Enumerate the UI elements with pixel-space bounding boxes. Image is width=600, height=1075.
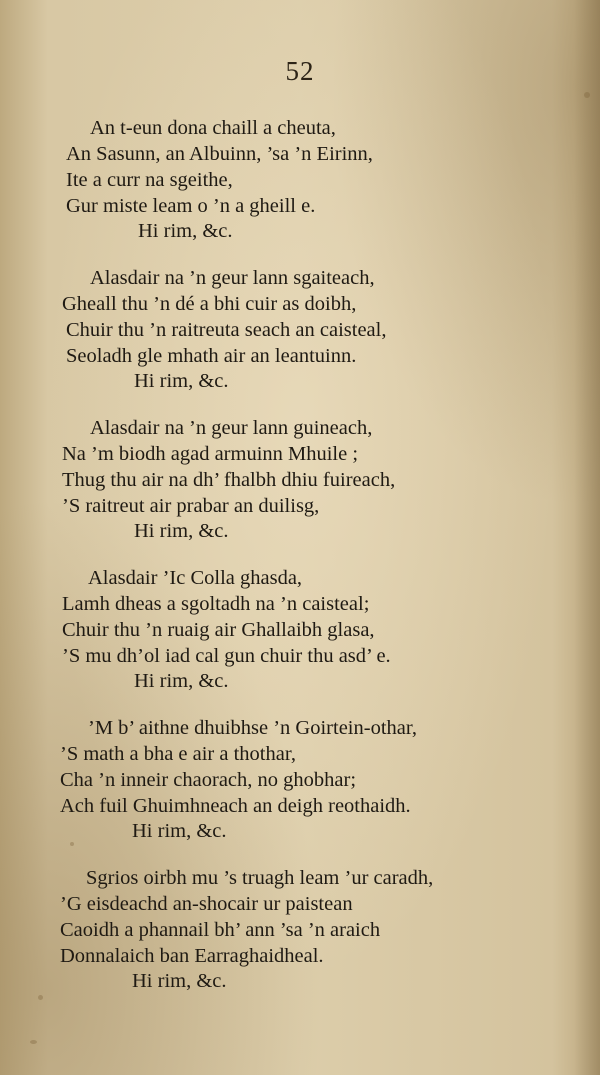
chorus-line: Hi rim, &c.	[134, 520, 229, 542]
verse-line: Ite a curr na sgeithe,	[66, 169, 233, 191]
verse-line: Gur miste leam o ’n a gheill e.	[66, 195, 316, 217]
foxing-spot	[30, 1040, 37, 1044]
page-number: 52	[285, 56, 315, 86]
verse-line: ’M b’ aithne dhuibhse ’n Goirtein-othar,	[88, 717, 417, 739]
verse-line: Na ’m biodh agad armuinn Mhuile ;	[62, 443, 359, 465]
chorus-line: Hi rim, &c.	[132, 970, 227, 992]
verse-line: An t-eun dona chaill a cheuta,	[90, 117, 336, 139]
verse-line: Donnalaich ban Earraghaidheal.	[60, 945, 324, 967]
verse-line: Cha ’n inneir chaorach, no ghobhar;	[60, 769, 357, 791]
verse-line: Alasdair ’Ic Colla ghasda,	[88, 567, 303, 589]
foxing-spot	[38, 995, 43, 1000]
verse-line: ’S raitreut air prabar an duilisg,	[62, 495, 320, 517]
chorus-line: Hi rim, &c.	[134, 370, 229, 392]
verse-line: Thug thu air na dh’ fhalbh dhiu fuireach,	[62, 469, 396, 491]
verse-line: Lamh dheas a sgoltadh na ’n caisteal;	[62, 593, 370, 615]
page-edge-shadow	[574, 0, 600, 1075]
verse-line: Gheall thu ’n dé a bhi cuir as doibh,	[62, 293, 357, 315]
foxing-spot	[584, 92, 590, 98]
verse-line: Alasdair na ’n geur lann guineach,	[90, 417, 373, 439]
chorus-line: Hi rim, &c.	[132, 820, 227, 842]
verse-line: Ach fuil Ghuimhneach an deigh reothaidh.	[60, 795, 411, 817]
verse-line: Sgrios oirbh mu ’s truagh leam ’ur caradh,	[86, 867, 434, 889]
verse-line: Caoidh a phannail bh’ ann ’sa ’n araich	[60, 919, 381, 941]
chorus-line: Hi rim, &c.	[134, 670, 229, 692]
verse-line: Seoladh gle mhath air an leantuinn.	[66, 345, 357, 367]
verse-line: An Sasunn, an Albuinn, ’sa ’n Eirinn,	[66, 143, 373, 165]
chorus-line: Hi rim, &c.	[138, 220, 233, 242]
verse-line: ’G eisdeachd an-shocair ur paistean	[60, 893, 353, 915]
verse-line: Chuir thu ’n raitreuta seach an caisteal,	[66, 319, 387, 341]
verse-line: ’S mu dh’ol iad cal gun chuir thu asd’ e.	[62, 645, 391, 667]
verse-line: ’S math a bha e air a thothar,	[60, 743, 296, 765]
verse-line: Chuir thu ’n ruaig air Ghallaibh glasa,	[62, 619, 375, 641]
foxing-spot	[70, 842, 74, 846]
verse-line: Alasdair na ’n geur lann sgaiteach,	[90, 267, 375, 289]
